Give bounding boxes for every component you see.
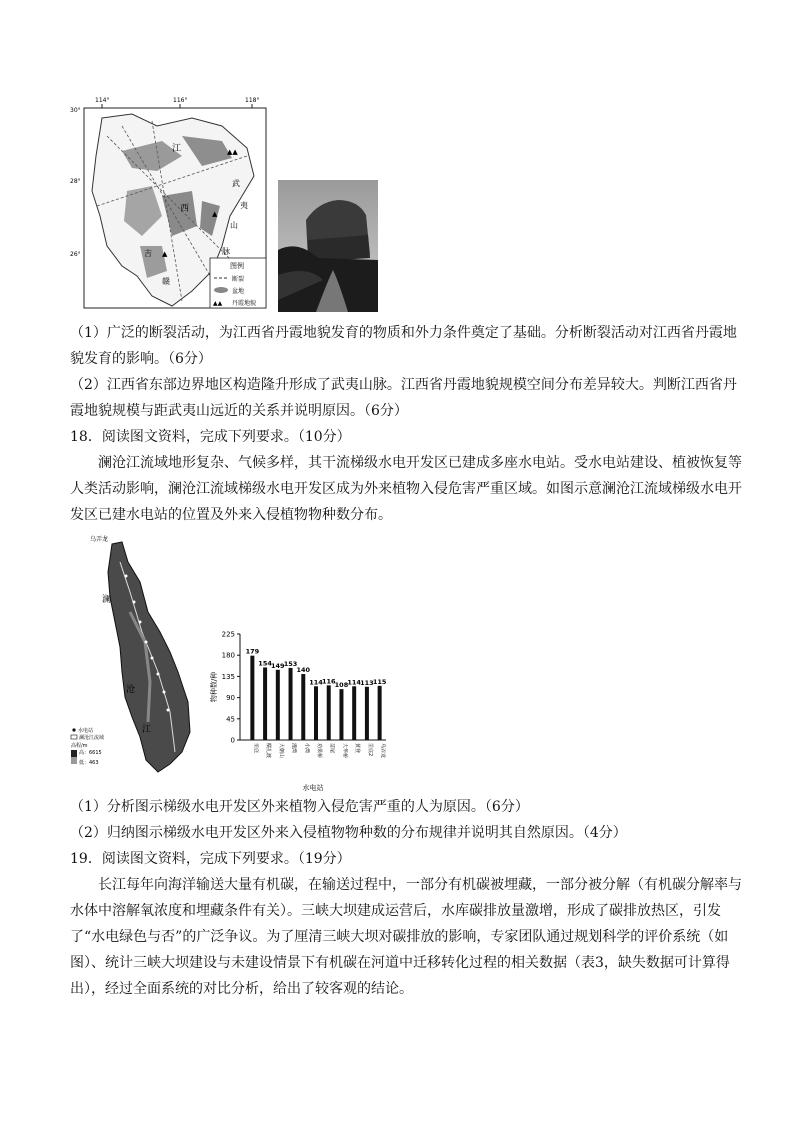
bar-value-label: 149: [271, 661, 285, 670]
map-char: 西: [180, 204, 190, 214]
lat-label-1: 30°: [70, 107, 81, 114]
map-char: 山: [230, 221, 238, 230]
map-char: 澜: [102, 595, 112, 605]
map-char: 吉: [144, 249, 152, 258]
bar: [352, 686, 356, 740]
bar-value-label: 153: [283, 659, 298, 668]
danxia-photo: [278, 180, 378, 312]
bar-chart-svg: [206, 622, 396, 794]
y-axis-label: 物种数/种: [210, 671, 218, 703]
map-char: 江: [142, 725, 152, 735]
legend-elevation-low: 低：463: [79, 760, 99, 766]
bar-value-label: 108: [334, 681, 349, 690]
svg-text:▲: ▲: [212, 210, 218, 218]
bar: [263, 667, 267, 740]
bar-value-label: 113: [360, 678, 374, 687]
q18-intro: 澜沧江流域地形复杂、气候多样，其干流梯级水电开发区已建成多座水电站。受水电站建设、植被恢复等人类活动影响，澜沧江流域梯级水电开发区成为外来植物入侵危害严重区域。如图示意澜沧江流域梯级水电开发区已建水电站的位置及外来入侵植物物种数分布。: [70, 455, 742, 523]
legend-danxia: 丹霞地貌: [232, 300, 257, 307]
legend-elevation-title: 高程/m: [71, 743, 88, 749]
lon-label-1: 114°: [95, 97, 110, 104]
bar-value-label: 115: [372, 677, 387, 686]
x-tick-label: 里底: [252, 743, 259, 754]
x-tick-label: 苗尾: [328, 743, 335, 754]
bar: [378, 686, 382, 740]
bar: [250, 656, 254, 740]
x-tick-label: 小湾: [303, 743, 310, 754]
bar-value-label: 114: [347, 678, 361, 687]
legend-basin: 盆地: [232, 288, 245, 295]
map-char: 沧: [126, 685, 136, 695]
q18-sub2: （2）归纳图示梯级水电开发区外来入侵植物物种数的分布规律并说明其自然原因。（4分）: [70, 825, 627, 841]
lat-label-3: 26°: [70, 251, 81, 258]
x-axis-label: 水电站: [302, 784, 324, 792]
y-tick-label: 135: [221, 672, 235, 681]
svg-text:▲▲: ▲▲: [213, 300, 223, 307]
bar-value-label: 114: [309, 678, 323, 687]
x-tick-label: 乌弄龙: [379, 743, 386, 759]
map-char: 夷: [240, 201, 248, 210]
lon-label-2: 116°: [173, 97, 188, 104]
x-tick-label: 功果桥: [316, 743, 322, 759]
map-char: 脉: [222, 247, 230, 256]
jiangxi-map-figure: [62, 96, 272, 318]
svg-text:▲▲: ▲▲: [227, 148, 238, 156]
x-tick-label: 里底2: [366, 743, 373, 757]
x-tick-label: 漫湾: [290, 743, 297, 754]
bar: [314, 686, 318, 740]
q19-intro: 长江每年向海洋输送大量有机碳，在输送过程中，一部分有机碳被埋藏，一部分被分解（有机碳分解率与水体中溶解氧浓度和埋藏条件有关）。三峡大坝建成运营后，水库碳排放量激增，形成了碳排放热区，引发了“水电绿色与否”的广泛争议。为了厘清三峡大坝对碳排放的影响，专家团队通过规划科学的评价系统（如图）、统计三峡大坝建设与未建设情景下有机碳在河道中迁移转化过程的相关数据（表3，缺失数据可计算得出），经过全面系统的对比分析，给出了较客观的结论。: [70, 877, 742, 997]
legend-elevation-high: 高：6615: [79, 750, 102, 756]
y-tick-label: 225: [221, 630, 235, 639]
map-char: 江: [172, 144, 182, 154]
svg-text:▲: ▲: [162, 250, 168, 258]
legend-fault: 断裂: [232, 276, 245, 283]
bar-value-label: 140: [296, 666, 311, 675]
bar-value-label: 116: [321, 677, 336, 686]
basin-shape-lancang: [108, 542, 190, 772]
q18-heading: 18．阅读图文资料，完成下列要求。（10分）: [70, 429, 351, 445]
bar: [327, 685, 331, 740]
x-tick-label: 大华桥: [341, 743, 348, 759]
map-char: 武: [232, 179, 240, 188]
q17-sub2: （2）江西省东部边界地区构造隆升形成了武夷山脉。江西省丹霞地貌规模空间分布差异较大。判断江西省丹霞地貌规模与距武夷山远近的关系并说明原因。（6分）: [70, 377, 737, 419]
bar: [289, 668, 293, 740]
legend-title: 图例: [230, 262, 244, 270]
map-top-label: 乌弄龙: [90, 536, 109, 543]
y-tick-label: 0: [230, 736, 235, 745]
y-tick-label: 180: [221, 651, 235, 660]
bar: [301, 674, 305, 740]
bar-value-label: 179: [245, 647, 260, 656]
lat-label-2: 28°: [70, 178, 81, 185]
q18-sub1: （1）分析图示梯级水电开发区外来植物入侵危害严重的人为原因。（6分）: [70, 799, 529, 815]
lon-label-3: 118°: [245, 97, 260, 104]
q19-heading: 19．阅读图文资料，完成下列要求。（19分）: [70, 851, 351, 867]
x-tick-label: 大朝山: [277, 743, 284, 759]
legend-station: 水电站: [78, 728, 94, 734]
jiangxi-map-svg: [62, 96, 272, 318]
legend-basin: 澜沧江流域: [79, 735, 105, 741]
bar-value-label: 154: [258, 659, 272, 668]
x-tick-label: 黄登: [354, 743, 361, 754]
bar: [365, 687, 369, 740]
bar: [276, 670, 280, 740]
lancang-map-figure: [70, 532, 210, 782]
map-char: 赣: [162, 277, 170, 286]
y-tick-label: 90: [226, 694, 235, 703]
y-tick-label: 45: [226, 715, 235, 724]
species-bar-chart: [206, 622, 396, 794]
q17-sub1: （1）广泛的断裂活动，为江西省丹霞地貌发育的物质和外力条件奠定了基础。分析断裂活动对江西省丹霞地貌发育的影响。（6分）: [70, 325, 737, 367]
x-tick-label: 糯扎渡: [265, 743, 272, 759]
bar: [339, 689, 343, 740]
